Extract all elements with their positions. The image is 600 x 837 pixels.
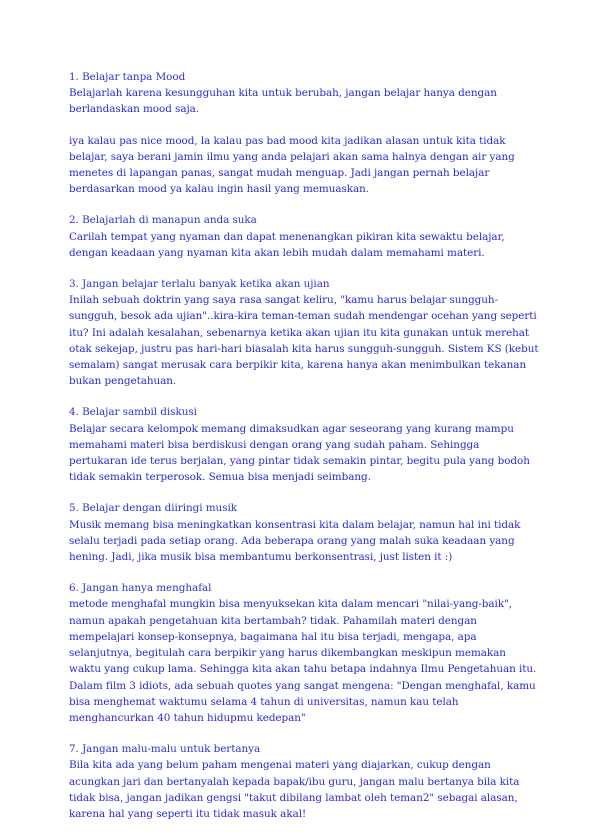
section-paragraph: Belajarlah karena kesungguhan kita untuk berubah, jangan belajar hanya dengan berlandaskan mood saja. (69, 87, 497, 116)
section-heading: 4. Belajar sambil diskusi (69, 406, 197, 419)
section-heading: 1. Belajar tanpa Mood (69, 71, 186, 83)
section-5 (69, 500, 539, 565)
section-paragraph: Belajar secara kelompok memang dimaksudkan agar seseorang yang kurang mampu memahami materi bisa berdiskusi dengan orang yang sudah paham. Sehingga pertukaran ide terus berjalan, yang pintar tidak semakin pintar, begitu pula yang bodoh tidak semakin terperosok. Semua bisa menjadi seimbang. (69, 422, 530, 484)
section-7 (69, 741, 539, 822)
section-paragraph: Bila kita ada yang belum paham mengenai materi yang diajarkan, cukup dengan acungkan jari dan bertanyalah kepada bapak/ibu guru, jangan malu bertanya bila kita tidak bisa, jangan jadikan gengsi "takut dibilang lambat oleh teman2" sebagai alasan, karena hal yang seperti itu tidak masuk akal! (69, 759, 520, 820)
section-paragraph: Carilah tempat yang nyaman dan dapat menenangkan pikiran kita sewaktu belajar, dengan keadaan yang nyaman kita akan lebih mudah dalam memahami materi. (69, 230, 505, 259)
section-paragraph: metode menghafal mungkin bisa menyuksekan kita dalam mencari "nilai-yang-baik", namun apakah pengetahuan kita bertambah? tidak. Pahamilah materi dengan mempelajari konsep-konsepnya, bagaimana hal itu bisa terjadi, mengapa, apa selanjutnya, begitulah cara berpikir yang harus dikembangkan meskipun memakan waktu yang cukup lama. Sehingga kita akan tahu betapa indahnya Ilmu Pengetahuan itu. Dalam film 3 idiots, ada sebuah quotes yang sangat mengena: "Dengan menghafal, kamu bisa menghemat waktumu selama 4 tahun di universitas, namun kau telah menghancurkan 40 tahun hidupmu kedepan" (69, 598, 537, 724)
section-heading: 3. Jangan belajar terlalu banyak ketika akan ujian (69, 278, 330, 291)
section-3 (69, 276, 539, 389)
section-2 (69, 212, 539, 261)
section-heading: 2. Belajarlah di manapun anda suka (69, 214, 257, 227)
section-1 (69, 69, 539, 197)
section-6 (69, 580, 539, 726)
section-heading: 7. Jangan malu-malu untuk bertanya (69, 743, 261, 756)
document-page (69, 69, 539, 837)
section-heading: 6. Jangan hanya menghafal (69, 582, 212, 595)
section-paragraph: Inilah sebuah doktrin yang saya rasa sangat keliru, "kamu harus belajar sungguh-sungguh, besok ada ujian"..kira-kira teman-teman sudah mendengar ocehan yang seperti itu? Ini adalah kesalahan, sebenarnya ketika akan ujian itu kita gunakan untuk merehat otak sekejap, justru pas hari-hari biasalah kita harus sungguh-sungguh. Sistem KS (kebut semalam) sangat merusak cara berpikir kita, karena hanya akan menimbulkan tekanan bukan pengetahuan. (69, 294, 539, 388)
paragraph-gap (69, 118, 539, 133)
section-4 (69, 404, 539, 485)
section-heading: 5. Belajar dengan diiringi musik (69, 502, 237, 515)
section-paragraph: iya kalau pas nice mood, la kalau pas bad mood kita jadikan alasan untuk kita tidak belajar, saya berani jamin ilmu yang anda pelajari akan sama halnya dengan air yang menetes di lapangan panas, sangat mudah menguap. Jadi jangan pernah belajar berdasarkan mood ya kalau ingin hasil yang memuaskan. (69, 134, 515, 196)
section-paragraph: Musik memang bisa meningkatkan konsentrasi kita dalam belajar, namun hal ini tidak selalu terjadi pada setiap orang. Ada beberapa orang yang malah suka keadaan yang hening. Jadi, jika musik bisa membantumu berkonsentrasi, just listen it :) (69, 518, 521, 564)
